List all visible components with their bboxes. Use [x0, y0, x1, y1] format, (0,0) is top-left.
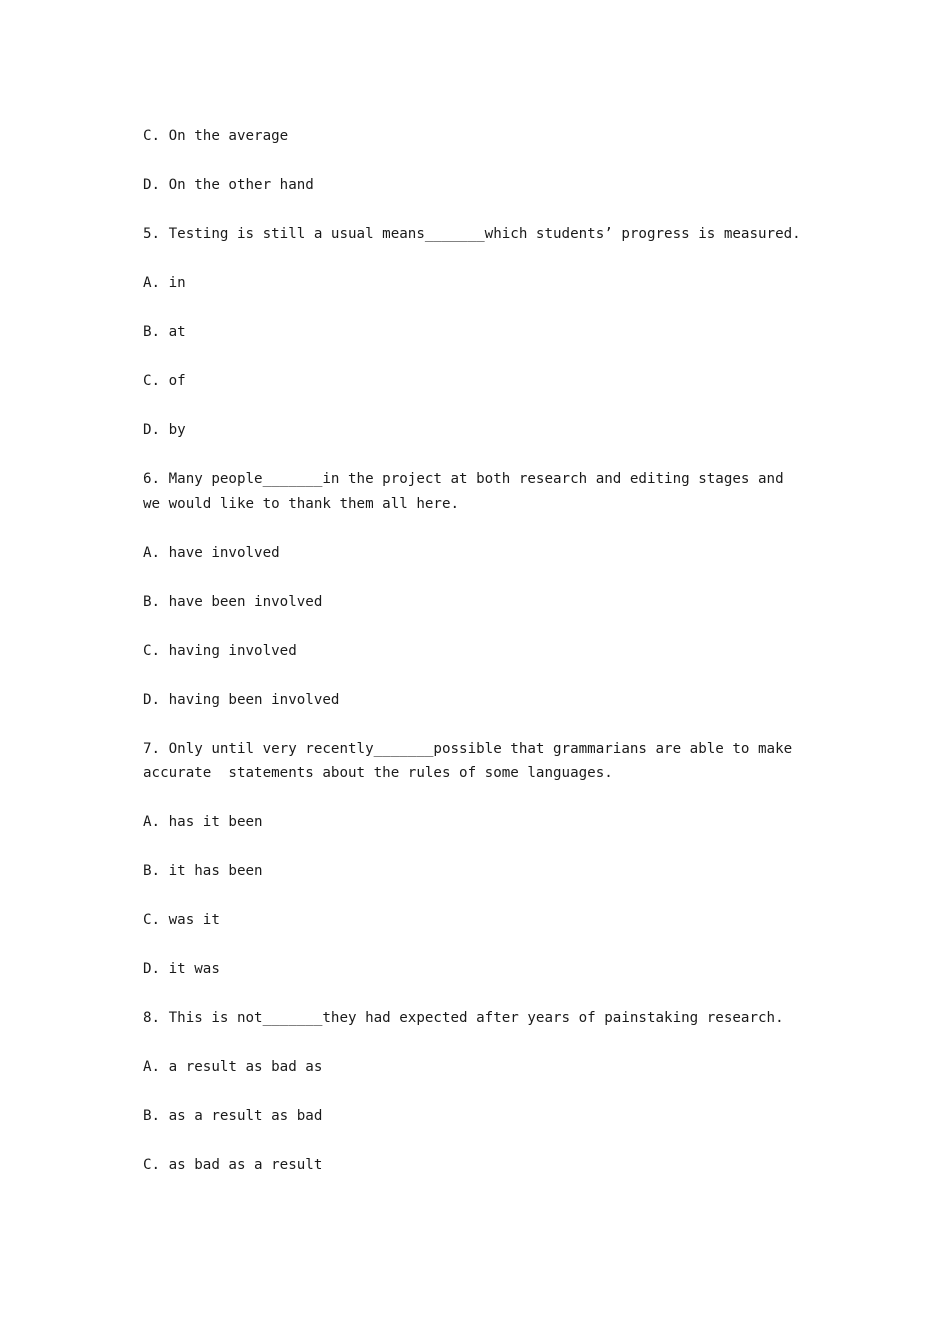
question-7: 7. Only until very recently_______possible that grammarians are able to make accurate statements about the rules of some languages.: [143, 740, 801, 781]
option-d-q5: D. by: [143, 422, 186, 438]
question-5: 5. Testing is still a usual means_______which students’ progress is measured.: [143, 226, 801, 242]
option-c-q7: C. was it: [143, 912, 220, 928]
option-a-q7: A. has it been: [143, 814, 263, 830]
option-c-q6: C. having involved: [143, 642, 297, 659]
option-a-q5: A. in: [143, 275, 186, 291]
option-b-q7: B. it has been: [143, 863, 263, 879]
option-c-q5: C. of: [143, 373, 186, 389]
option-d-q7: D. it was: [143, 961, 220, 977]
question-6: 6. Many people_______in the project at both research and editing stages and we would like to thank them all here.: [143, 471, 793, 512]
option-b-q6: B. have been involved: [143, 593, 323, 610]
option-a-q8: A. a result as bad as: [143, 1059, 323, 1075]
question-8: 8. This is not_______they had expected after years of painstaking research.: [143, 1010, 784, 1026]
option-c-q8: C. as bad as a result: [143, 1157, 323, 1173]
option-d-q6: D. having been involved: [143, 691, 340, 708]
option-c-q4: C. On the average: [143, 128, 289, 144]
document-page: [143, 124, 808, 1178]
option-b-q5: B. at: [143, 324, 186, 340]
option-a-q6: A. have involved: [143, 544, 280, 561]
option-b-q8: B. as a result as bad: [143, 1108, 323, 1124]
option-d-q4: D. On the other hand: [143, 177, 314, 193]
